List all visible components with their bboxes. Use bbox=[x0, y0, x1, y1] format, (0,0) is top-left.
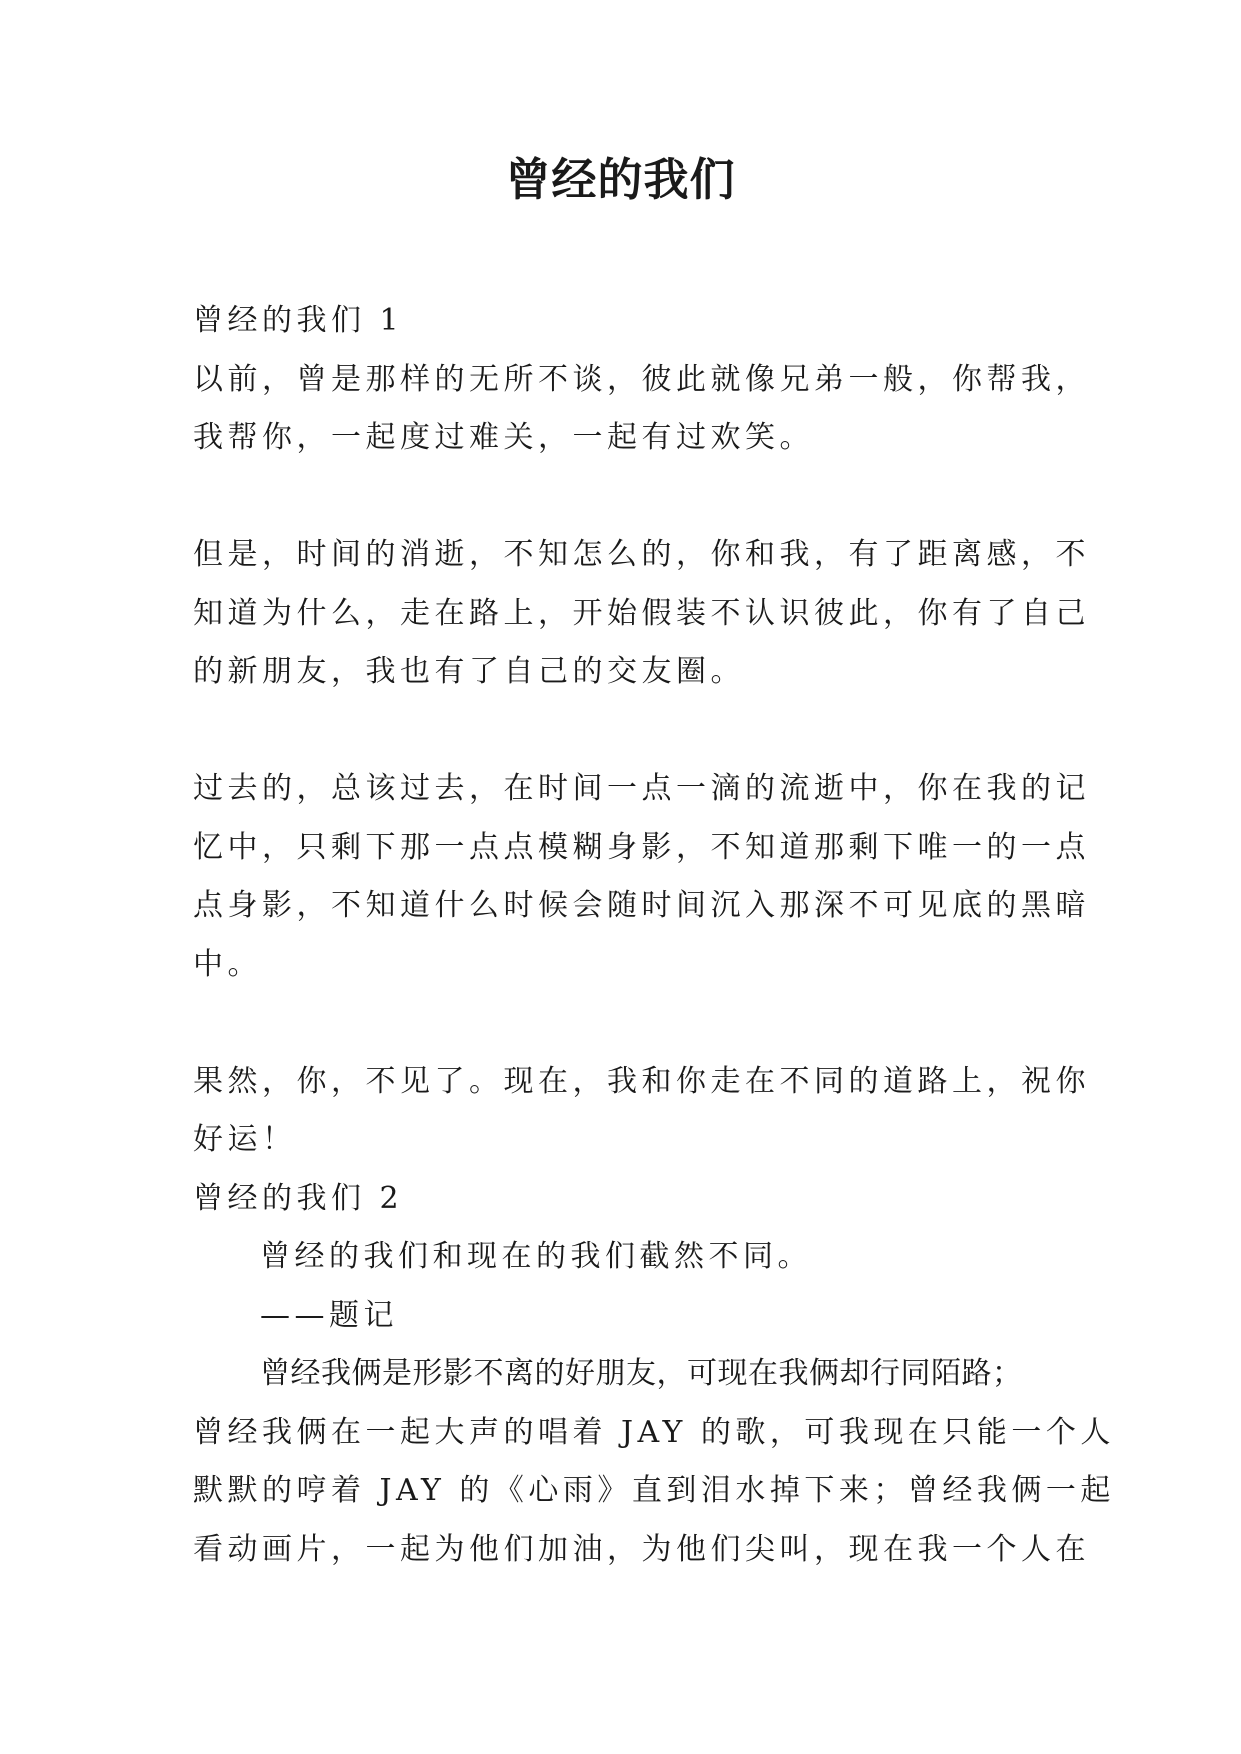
epigraph: 曾经的我们和现在的我们截然不同。 bbox=[260, 1239, 812, 1274]
paragraph-line: 以前，曾是那样的无所不谈，彼此就像兄弟一般，你帮我， bbox=[193, 361, 1090, 397]
paragraph-line: 的新朋友，我也有了自己的交友圈。 bbox=[193, 654, 745, 689]
paragraph-line: 中。 bbox=[193, 946, 262, 982]
paragraph-line: 默默的哼着 JAY 的《心雨》直到泪水掉下来；曾经我俩一起 bbox=[193, 1473, 1115, 1508]
document-title: 曾经的我们 bbox=[505, 153, 736, 206]
paragraph-line: 果然，你，不见了。现在，我和你走在不同的道路上，祝你 bbox=[193, 1063, 1090, 1099]
paragraph-line: 知道为什么，走在路上，开始假装不认识彼此，你有了自己 bbox=[193, 595, 1090, 631]
paragraph-spacer bbox=[193, 702, 1073, 761]
paragraph-line: 点身影，不知道什么时候会随时间沉入那深不可见底的黑暗 bbox=[193, 888, 1090, 923]
paragraph-spacer bbox=[193, 468, 1073, 527]
paragraph-spacer bbox=[193, 994, 1073, 1053]
section-heading: 曾经的我们 1 bbox=[193, 303, 404, 338]
paragraph-line: 忆中，只剩下那一点点模糊身影，不知道那剩下唯一的一点 bbox=[193, 829, 1090, 865]
section-heading: 曾经的我们 2 bbox=[193, 1180, 404, 1216]
paragraph-line: 好运！ bbox=[193, 1122, 297, 1157]
paragraph-line: 过去的，总该过去，在时间一点一滴的流逝中，你在我的记 bbox=[193, 771, 1090, 806]
epigraph-note: ——题记 bbox=[260, 1297, 398, 1333]
paragraph-line: 但是，时间的消逝，不知怎么的，你和我，有了距离感，不 bbox=[193, 537, 1090, 572]
paragraph-line: 我帮你，一起度过难关，一起有过欢笑。 bbox=[193, 420, 814, 455]
paragraph-line: 看动画片，一起为他们加油，为他们尖叫，现在我一个人在 bbox=[193, 1531, 1090, 1567]
paragraph-line: 曾经我俩在一起大声的唱着 JAY 的歌，可我现在只能一个人 bbox=[193, 1414, 1115, 1450]
document-body bbox=[193, 292, 1115, 1579]
paragraph-line: 曾经我俩是形影不离的好朋友，可现在我俩却行同陌路； bbox=[260, 1356, 1023, 1391]
